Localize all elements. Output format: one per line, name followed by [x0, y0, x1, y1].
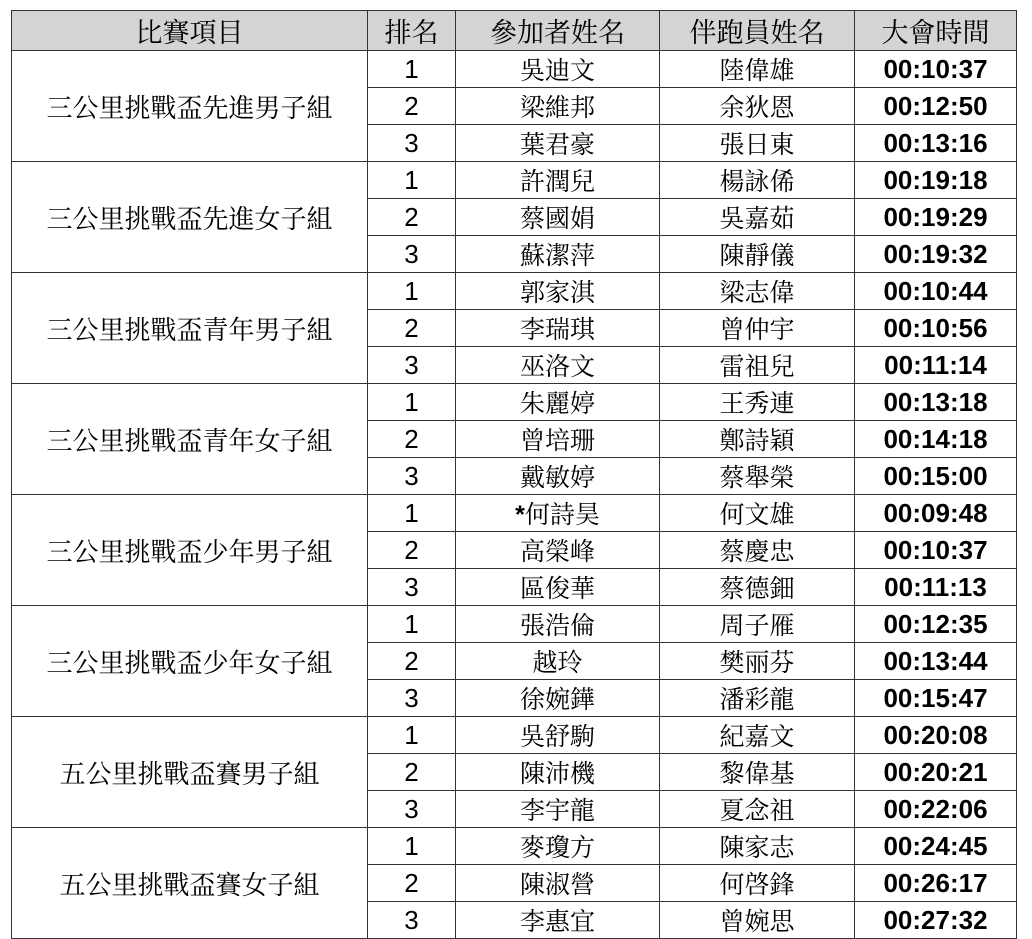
participant-cell [456, 125, 660, 162]
category-cell: 三公里挑戰盃少年男子組 [12, 495, 368, 606]
participant-name: 蘇潔萍 [519, 241, 595, 270]
participant-name: 許潤兒 [519, 167, 595, 196]
guide-cell: 蔡舉榮 [660, 458, 855, 495]
category-cell: 三公里挑戰盃先進女子組 [12, 162, 368, 273]
participant-mark: * [515, 501, 525, 529]
time-cell: 00:09:48 [855, 495, 1017, 532]
participant-cell [456, 828, 660, 865]
participant-cell [456, 754, 660, 791]
participant-name: 陳沛機 [519, 759, 595, 788]
time-cell: 00:19:32 [855, 236, 1017, 273]
guide-cell: 楊詠俙 [660, 162, 855, 199]
guide-cell: 鄭詩穎 [660, 421, 855, 458]
participant-cell [456, 384, 660, 421]
time-cell: 00:10:44 [855, 273, 1017, 310]
time-cell: 00:13:16 [855, 125, 1017, 162]
participant-name: 蔡國娟 [519, 204, 595, 233]
time-cell: 00:10:37 [855, 532, 1017, 569]
time-cell: 00:11:13 [855, 569, 1017, 606]
table-row [12, 51, 1017, 88]
participant-cell [456, 495, 660, 532]
header-time: 大會時間 [855, 11, 1017, 51]
rank-cell: 2 [368, 88, 456, 125]
rank-cell: 1 [368, 162, 456, 199]
participant-cell [456, 791, 660, 828]
participant-cell [456, 310, 660, 347]
participant-name: 區俊華 [519, 574, 595, 603]
participant-name: 陳淑營 [519, 870, 595, 899]
rank-cell: 3 [368, 236, 456, 273]
time-cell: 00:15:00 [855, 458, 1017, 495]
rank-cell: 3 [368, 791, 456, 828]
time-cell: 00:27:32 [855, 902, 1017, 939]
category-cell: 三公里挑戰盃青年男子組 [12, 273, 368, 384]
guide-cell: 吳嘉茹 [660, 199, 855, 236]
participant-name: 李瑞琪 [519, 315, 595, 344]
participant-name: 葉君豪 [519, 130, 595, 159]
table-row [12, 273, 1017, 310]
time-cell: 00:19:29 [855, 199, 1017, 236]
results-body [12, 51, 1017, 939]
category-cell: 五公里挑戰盃賽女子組 [12, 828, 368, 939]
participant-name: 李宇龍 [519, 796, 595, 825]
rank-cell: 2 [368, 643, 456, 680]
participant-name: 戴敏婷 [519, 463, 595, 492]
time-cell: 00:13:18 [855, 384, 1017, 421]
participant-cell [456, 199, 660, 236]
guide-cell: 陳家志 [660, 828, 855, 865]
participant-name: 巫洛文 [519, 352, 595, 381]
table-row [12, 495, 1017, 532]
time-cell: 00:10:37 [855, 51, 1017, 88]
participant-name: 李惠宜 [519, 907, 595, 936]
rank-cell: 2 [368, 310, 456, 347]
time-cell: 00:13:44 [855, 643, 1017, 680]
rank-cell: 2 [368, 865, 456, 902]
guide-cell: 樊丽芬 [660, 643, 855, 680]
participant-name: 高榮峰 [519, 537, 595, 566]
participant-name: 張浩倫 [519, 611, 595, 640]
participant-cell [456, 236, 660, 273]
participant-name: 吳迪文 [519, 56, 595, 85]
category-cell: 五公里挑戰盃賽男子組 [12, 717, 368, 828]
time-cell: 00:20:21 [855, 754, 1017, 791]
rank-cell: 3 [368, 125, 456, 162]
table-row [12, 162, 1017, 199]
header-rank: 排名 [368, 11, 456, 51]
participant-name: 徐婉鏵 [519, 685, 595, 714]
guide-cell: 陸偉雄 [660, 51, 855, 88]
participant-cell [456, 162, 660, 199]
participant-name: 越玲 [532, 648, 583, 677]
participant-name: 郭家淇 [519, 278, 595, 307]
participant-name: 何詩昊 [524, 500, 600, 529]
rank-cell: 1 [368, 51, 456, 88]
rank-cell: 3 [368, 569, 456, 606]
guide-cell: 梁志偉 [660, 273, 855, 310]
guide-cell: 何文雄 [660, 495, 855, 532]
guide-cell: 王秀連 [660, 384, 855, 421]
participant-name: 曾培珊 [519, 426, 595, 455]
participant-cell [456, 532, 660, 569]
rank-cell: 2 [368, 421, 456, 458]
rank-cell: 1 [368, 495, 456, 532]
guide-cell: 何啓鋒 [660, 865, 855, 902]
rank-cell: 3 [368, 347, 456, 384]
guide-cell: 張日東 [660, 125, 855, 162]
rank-cell: 3 [368, 680, 456, 717]
header-participant: 參加者姓名 [456, 11, 660, 51]
participant-name: 梁維邦 [519, 93, 595, 122]
rank-cell: 3 [368, 458, 456, 495]
participant-cell [456, 717, 660, 754]
participant-cell [456, 51, 660, 88]
time-cell: 00:12:35 [855, 606, 1017, 643]
category-cell: 三公里挑戰盃青年女子組 [12, 384, 368, 495]
category-cell: 三公里挑戰盃先進男子組 [12, 51, 368, 162]
time-cell: 00:11:14 [855, 347, 1017, 384]
guide-cell: 陳靜儀 [660, 236, 855, 273]
rank-cell: 1 [368, 273, 456, 310]
guide-cell: 黎偉基 [660, 754, 855, 791]
rank-cell: 3 [368, 902, 456, 939]
guide-cell: 周子雁 [660, 606, 855, 643]
time-cell: 00:10:56 [855, 310, 1017, 347]
participant-cell [456, 643, 660, 680]
guide-cell: 潘彩龍 [660, 680, 855, 717]
time-cell: 00:12:50 [855, 88, 1017, 125]
rank-cell: 2 [368, 199, 456, 236]
guide-cell: 紀嘉文 [660, 717, 855, 754]
guide-cell: 蔡德鈿 [660, 569, 855, 606]
time-cell: 00:22:06 [855, 791, 1017, 828]
participant-cell [456, 680, 660, 717]
guide-cell: 雷祖兒 [660, 347, 855, 384]
participant-cell [456, 421, 660, 458]
rank-cell: 1 [368, 828, 456, 865]
rank-cell: 1 [368, 717, 456, 754]
rank-cell: 2 [368, 754, 456, 791]
participant-name: 吳舒駒 [519, 722, 595, 751]
header-category: 比賽項目 [12, 11, 368, 51]
guide-cell: 夏念祖 [660, 791, 855, 828]
guide-cell: 曾婉思 [660, 902, 855, 939]
participant-cell [456, 606, 660, 643]
participant-cell [456, 458, 660, 495]
time-cell: 00:26:17 [855, 865, 1017, 902]
rank-cell: 1 [368, 384, 456, 421]
rank-cell: 1 [368, 606, 456, 643]
participant-cell [456, 865, 660, 902]
participant-cell [456, 569, 660, 606]
table-row [12, 384, 1017, 421]
participant-name: 朱麗婷 [519, 389, 595, 418]
participant-cell [456, 347, 660, 384]
time-cell: 00:15:47 [855, 680, 1017, 717]
rank-cell: 2 [368, 532, 456, 569]
time-cell: 00:19:18 [855, 162, 1017, 199]
category-cell: 三公里挑戰盃少年女子組 [12, 606, 368, 717]
table-row [12, 828, 1017, 865]
participant-name: 麥瓊方 [519, 833, 595, 862]
participant-cell [456, 273, 660, 310]
time-cell: 00:24:45 [855, 828, 1017, 865]
time-cell: 00:14:18 [855, 421, 1017, 458]
header-row [12, 11, 1017, 51]
time-cell: 00:20:08 [855, 717, 1017, 754]
results-table [11, 10, 1017, 939]
participant-cell [456, 88, 660, 125]
guide-cell: 余狄恩 [660, 88, 855, 125]
table-row [12, 606, 1017, 643]
header-guide: 伴跑員姓名 [660, 11, 855, 51]
guide-cell: 蔡慶忠 [660, 532, 855, 569]
table-row [12, 717, 1017, 754]
guide-cell: 曾仲宇 [660, 310, 855, 347]
